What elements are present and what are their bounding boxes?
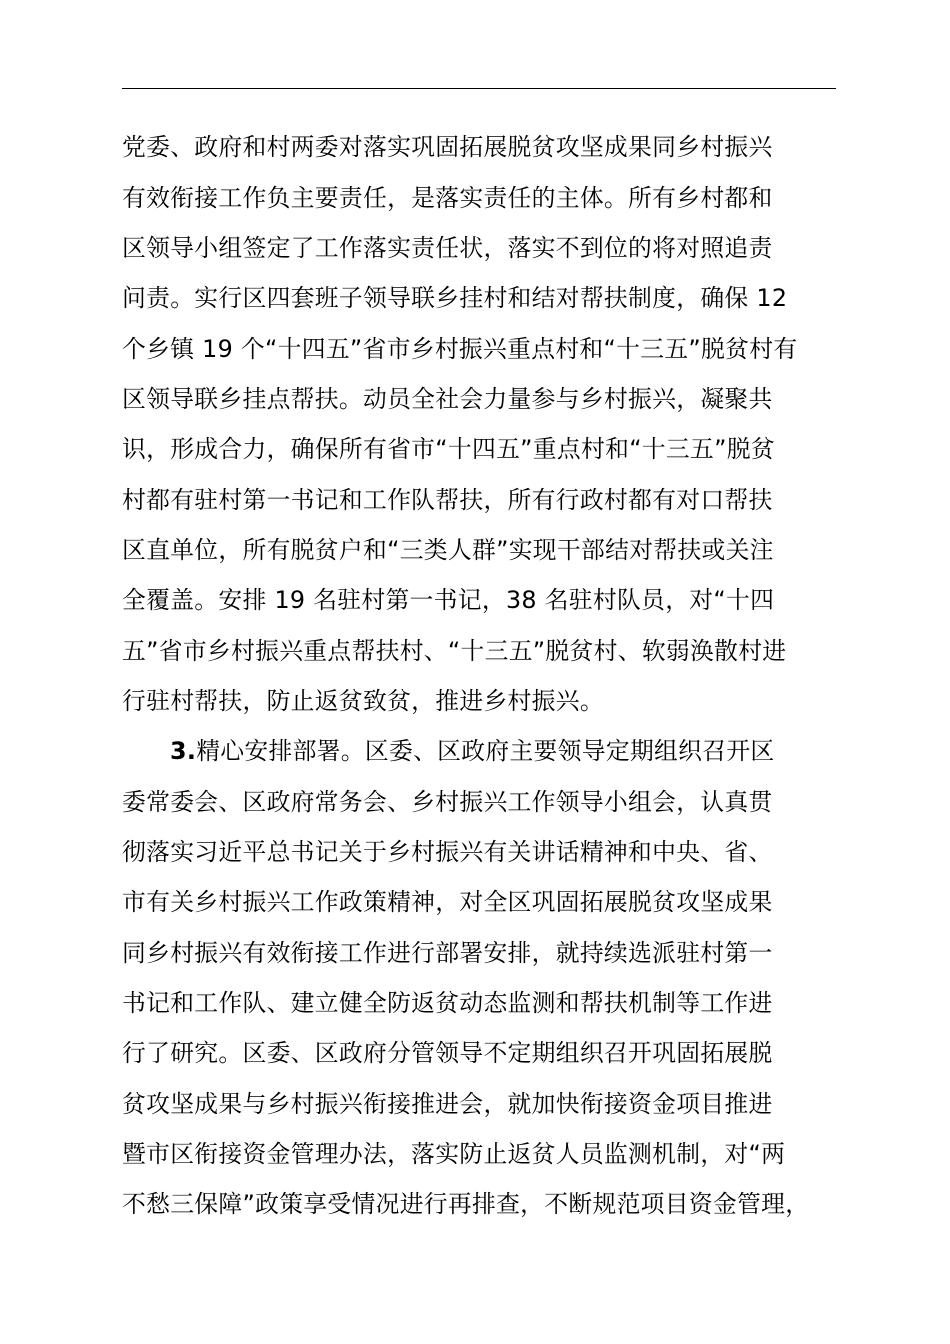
text-line: 贫攻坚成果与乡村振兴衔接推进会，就加快衔接资金项目推进 [122,1090,773,1118]
text-line: 村都有驻村第一书记和工作队帮扶，所有行政村都有对口帮扶 [122,486,773,514]
text-line: 问责。实行区四套班子领导联乡挂村和结对帮扶制度，确保 12 [122,284,788,312]
text-line: 同乡村振兴有效衔接工作进行部署安排，就持续选派驻村第一 [122,939,773,967]
text-line: 区直单位，所有脱贫户和“三类人群”实现干部结对帮扶或关注 [122,536,774,564]
text-line: 区领导联乡挂点帮扶。动员全社会力量参与乡村振兴，凝聚共 [122,385,773,413]
text-line: 五”省市乡村振兴重点帮扶村、“十三五”脱贫村、软弱涣散村进 [122,637,787,665]
text-line: 行了研究。区委、区政府分管领导不定期组织召开巩固拓展脱 [122,1039,773,1067]
text-line: 彻落实习近平总书记关于乡村振兴有关讲话精神和中央、省、 [122,838,773,866]
header-rule [122,88,836,89]
text-line: 暨市区衔接资金管理办法，落实防止返贫人员监测机制，对“两 [122,1140,786,1168]
section-3-first-line [170,734,910,768]
section-3-heading-text: 精心安排部署。区委、区政府主要领导定期组织召开区 [196,737,775,765]
text-line: 党委、政府和村两委对落实巩固拓展脱贫攻坚成果同乡村振兴 [122,133,773,161]
text-line: 个乡镇 19 个“十四五”省市乡村振兴重点村和“十三五”脱贫村有 [122,335,798,363]
text-line: 市有关乡村振兴工作政策精神，对全区巩固拓展脱贫攻坚成果 [122,888,773,916]
text-line: 识，形成合力，确保所有省市“十四五”重点村和“十三五”脱贫 [122,435,775,463]
section-number: 3. [170,737,197,765]
text-line: 书记和工作队、建立健全防返贫动态监测和帮扶机制等工作进 [122,989,773,1017]
text-line: 全覆盖。安排 19 名驻村第一书记，38 名驻村队员，对“十四 [122,586,775,614]
text-line: 不愁三保障”政策享受情况进行再排查，不断规范项目资金管理， [122,1190,810,1218]
text-line: 委常委会、区政府常务会、乡村振兴工作领导小组会，认真贯 [122,788,773,816]
text-line: 区领导小组签定了工作落实责任状，落实不到位的将对照追责 [122,234,773,262]
text-line: 行驻村帮扶，防止返贫致贫，推进乡村振兴。 [122,687,604,715]
text-line: 有效衔接工作负主要责任，是落实责任的主体。所有乡村都和 [122,184,773,212]
